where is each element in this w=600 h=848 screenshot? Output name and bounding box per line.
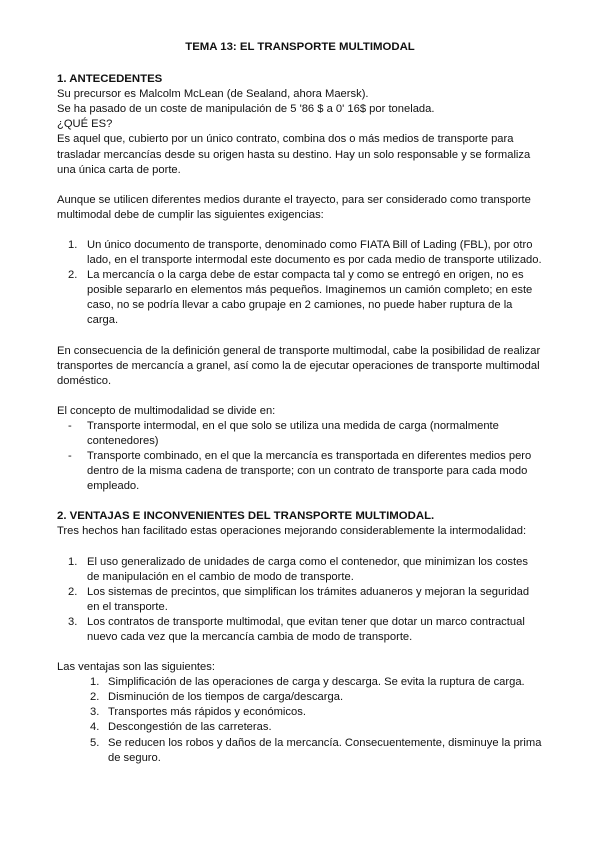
list-item <box>60 268 543 328</box>
list-text: Transportes más rápidos y económicos. <box>108 706 306 719</box>
list-item <box>57 675 543 690</box>
list-item <box>57 736 543 766</box>
list-text: La mercancía o la carga debe de estar compacta tal y como se entregó en origen, no es posible separarlo en elementos más pequeños. Imaginemos un camión completo; en este caso, no se podría llevar a cabo grupaje en 2 camiones, no puede haber ruptura de la carga. <box>87 269 533 327</box>
list-number: 1. <box>68 555 78 568</box>
dash-bullet: - <box>68 450 72 463</box>
list-text: Simplificación de las operaciones de carga y descarga. Se evita la ruptura de carga. <box>108 676 525 689</box>
list-text: Los contratos de transporte multimodal, que evitan tener que dotar un marco contractual nuevo cada vez que la mercancía cambia de modo de transporte. <box>87 615 525 643</box>
list-item <box>60 615 543 645</box>
requirements-list <box>57 238 543 329</box>
list-number: 4. <box>90 721 100 734</box>
concept-intro: El concepto de multimodalidad se divide en: <box>57 404 276 417</box>
list-number: 5. <box>90 736 100 749</box>
list-text: Descongestión de las carreteras. <box>108 721 272 734</box>
list-number: 2. <box>90 691 100 704</box>
list-text: Transporte combinado, en el que la mercancía es transportada en diferentes medios pero dentro de la misma cadena de transporte; con un contrato de transporte para cada modo empleado. <box>87 450 532 493</box>
definition-paragraph: Es aquel que, cubierto por un único contrato, combina dos o más medios de transporte para trasladar mercancías desde su origen hasta su destino. Hay un solo responsable y se formaliza una única carta de porte. <box>57 133 531 176</box>
document-title: TEMA 13: EL TRANSPORTE MULTIMODAL <box>185 41 415 53</box>
list-number: 1. <box>68 238 78 251</box>
list-item <box>60 238 543 268</box>
what-is-question: ¿QUÉ ES? <box>57 118 113 131</box>
concepts-list <box>57 419 543 494</box>
list-number: 3. <box>68 615 78 628</box>
list-text: Transporte intermodal, en el que solo se utiliza una medida de carga (normalmente contenedores) <box>87 419 499 447</box>
list-item <box>60 585 543 615</box>
list-item <box>60 419 543 449</box>
list-text: Se reducen los robos y daños de la mercancía. Consecuentemente, disminuye la prima de seguro. <box>108 736 542 764</box>
list-item <box>57 705 543 720</box>
list-text: Los sistemas de precintos, que simplifican los trámites aduaneros y mejoran la seguridad en el transporte. <box>87 585 530 613</box>
section-1-heading: 1. ANTECEDENTES <box>57 73 163 86</box>
requirements-intro: Aunque se utilicen diferentes medios durante el trayecto, para ser considerado como transporte multimodal debe de cumplir las siguientes exigencias: <box>57 193 531 221</box>
document-page <box>57 40 543 766</box>
advantages-intro: Las ventajas son las siguientes: <box>57 661 215 674</box>
section-2-heading: 2. VENTAJAS E INCONVENIENTES DEL TRANSPORTE MULTIMODAL. <box>57 510 435 523</box>
list-number: 2. <box>68 585 78 598</box>
list-text: Disminución de los tiempos de carga/descarga. <box>108 691 344 704</box>
list-text: Un único documento de transporte, denominado como FIATA Bill of Lading (FBL), por otro lado, en el transporte intermodal este documento es por cada medio de transporte utilizado. <box>87 238 542 267</box>
facts-intro: Tres hechos han facilitado estas operaciones mejorando considerablemente la intermodalidad: <box>57 525 527 538</box>
list-item <box>57 690 543 705</box>
consequence-paragraph: En consecuencia de la definición general de transporte multimodal, cabe la posibilidad de realizar transportes de mercancía a granel, así como la de ejecutar operaciones de transporte multimodal doméstico. <box>57 344 541 387</box>
list-number: 3. <box>90 706 100 719</box>
list-item <box>60 555 543 585</box>
dash-bullet: - <box>68 419 72 432</box>
list-item <box>60 449 543 494</box>
list-number: 2. <box>68 269 78 282</box>
list-number: 1. <box>90 676 100 689</box>
facts-list <box>57 555 543 646</box>
advantages-list <box>57 675 543 766</box>
cost-text: Se ha pasado de un coste de manipulación de 5 '86 $ a 0' 16$ por tonelada. <box>57 103 435 116</box>
list-item <box>57 720 543 735</box>
precursor-text: Su precursor es Malcolm McLean (de Sealand, ahora Maersk). <box>57 88 369 101</box>
list-text: El uso generalizado de unidades de carga como el contenedor, que minimizan los costes de manipulación en el cambio de modo de transporte. <box>87 555 528 583</box>
